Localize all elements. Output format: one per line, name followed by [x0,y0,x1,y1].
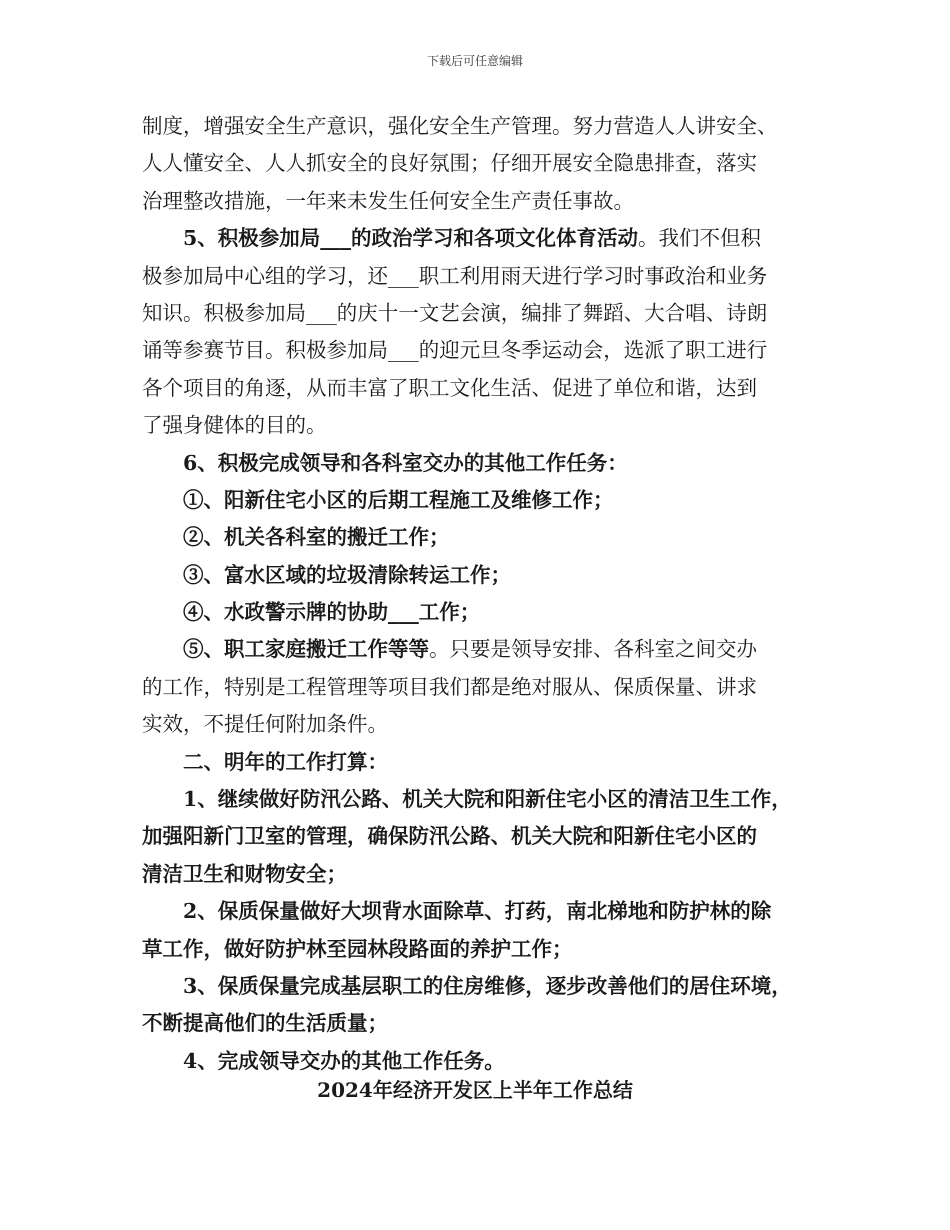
paragraph-line [142,482,810,519]
bold-text: 1、继续做好防汛公路、机关大院和阳新住宅小区的清洁卫生工作， [183,787,792,812]
body-text: 治理整改措施，一年来未发生任何安全生产责任事故。 [142,188,634,213]
paragraph-line [142,295,810,332]
bold-text: 加强阳新门卫室的管理，确保防汛公路、机关大院和阳新住宅小区的 [142,824,757,849]
body-text: 。我们不但积 [638,226,762,251]
body-text: 的工作，特别是工程管理等项目我们都是绝对服从、保质保量、讲求 [142,674,757,699]
body-text: 人人懂安全、人人抓安全的良好氛围；仔细开展安全隐患排查，落实 [142,151,757,176]
paragraph-line [142,1005,810,1042]
paragraph-line [142,931,810,968]
paragraph-line [142,108,810,145]
bold-text: ⑤、职工家庭搬迁工作等等 [183,637,429,662]
bold-text: ③、富水区域的垃圾清除转运工作； [183,562,511,587]
paragraph-line [142,706,810,743]
body-text: 实效，不提任何附加条件。 [142,712,388,737]
body-text: 各个项目的角逐，从而丰富了职工文化生活、促进了单位和谐，达到 [142,375,757,400]
paragraph-line [142,332,810,369]
document-title: 2024年经济开发区上半年工作总结 [317,1078,633,1102]
bold-text: ④、水政警示牌的协助___工作； [183,600,481,625]
document-body [142,108,810,1080]
bold-text: 2、保质保量做好大坝背水面除草、打药，南北梯地和防护林的除 [183,899,772,924]
bold-text: 6、积极完成领导和各科室交办的其他工作任务： [183,450,628,475]
paragraph-line [142,744,810,781]
bold-text: 草工作，做好防护林至园林段路面的养护工作； [142,936,573,961]
paragraph-line [142,407,810,444]
body-text: 极参加局中心组的学习，还___职工利用雨天进行学习时事政治和业务 [142,263,768,288]
page-header: 下载后可任意编辑 [426,54,523,68]
bold-text: 3、保质保量完成基层职工的住房维修，逐步改善他们的居住环境， [183,973,792,998]
paragraph-line [142,669,810,706]
bold-text: ①、阳新住宅小区的后期工程施工及维修工作； [183,487,614,512]
body-text: 。只要是领导安排、各科室之间交办 [429,637,757,662]
paragraph-line [142,145,810,182]
paragraph-line [142,631,810,668]
paragraph-line [142,557,810,594]
paragraph-line [142,968,810,1005]
bold-text: 5、积极参加局___的政治学习和各项文化体育活动 [183,226,639,251]
paragraph-line [142,445,810,482]
bold-text: 清洁卫生和财物安全； [142,861,347,886]
bold-text: 二、明年的工作打算： [183,749,388,774]
paragraph-line [142,370,810,407]
paragraph-line [142,519,810,556]
body-text: 制度，增强安全生产意识，强化安全生产管理。努力营造人人讲安全、 [142,114,778,138]
paragraph-line [142,818,810,855]
paragraph-line [142,856,810,893]
paragraph-line [142,594,810,631]
paragraph-line [142,781,810,818]
body-text: 知识。积极参加局___的庆十一文艺会演，编排了舞蹈、大合唱、诗朗 [142,300,768,325]
bold-text: 不断提高他们的生活质量； [142,1011,388,1036]
paragraph-line [142,183,810,220]
paragraph-line [142,893,810,930]
bold-text: 4、完成领导交办的其他工作任务。 [183,1048,505,1073]
paragraph-line [142,258,810,295]
body-text: 了强身健体的目的。 [142,413,327,438]
body-text: 诵等参赛节目。积极参加局___的迎元旦冬季运动会，选派了职工进行 [142,338,768,363]
bold-text: ②、机关各科室的搬迁工作； [183,525,450,550]
paragraph-line [142,220,810,257]
